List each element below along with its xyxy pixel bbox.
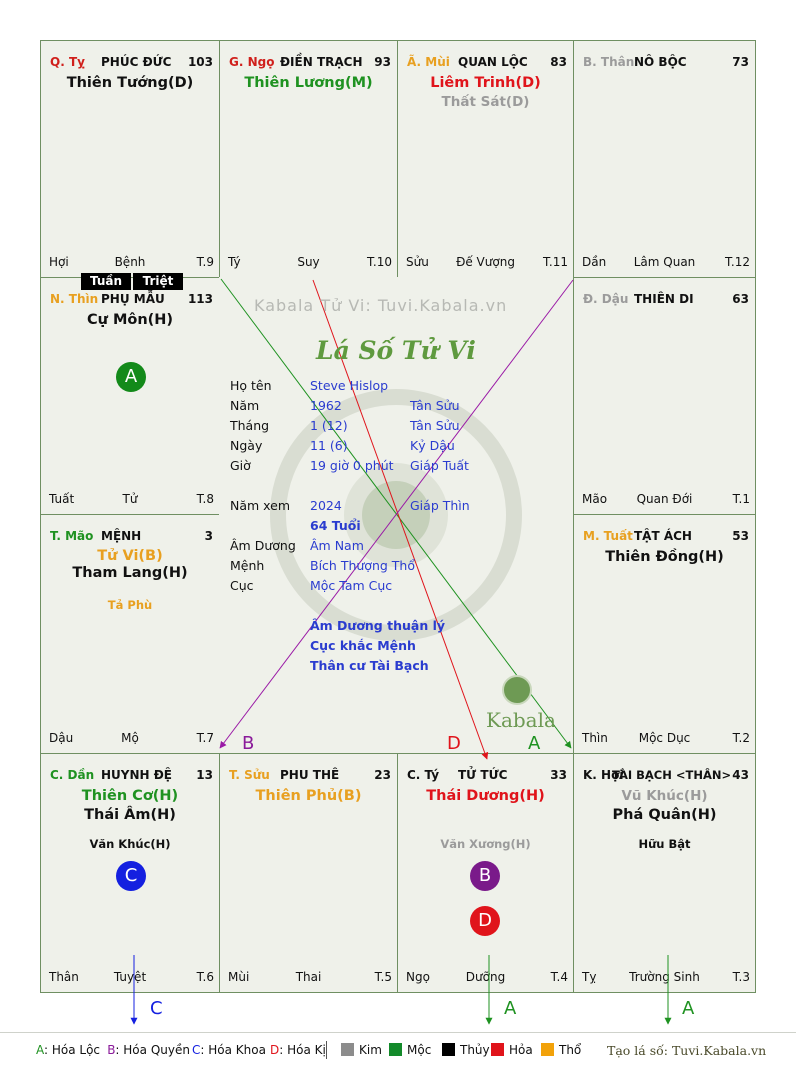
palace-name: PHÚC ĐỨC — [101, 55, 172, 69]
palace-can-chi: G. Ngọ — [229, 55, 275, 69]
minor-star: Văn Khúc(H) — [89, 837, 171, 851]
palace-number: 73 — [732, 55, 749, 69]
life-stage: Mộc Dục — [638, 731, 691, 745]
legend-hoa: C: Hóa Khoa — [192, 1043, 266, 1057]
info-label: Họ tên — [230, 378, 272, 393]
age-range: T.2 — [732, 731, 750, 745]
info-label: Năm — [230, 398, 260, 413]
branch-label: Tuất — [49, 492, 75, 506]
palace-can-chi: Ã. Mùi — [407, 55, 450, 69]
major-star: Thiên Lương(M) — [244, 75, 373, 91]
age-range: T.5 — [374, 970, 392, 984]
legend-hoa: B: Hóa Quyền — [107, 1043, 190, 1057]
major-star: Thái Âm(H) — [84, 807, 176, 823]
minor-star: Văn Xương(H) — [440, 837, 531, 851]
palace-can-chi: B. Thân — [583, 55, 635, 69]
tuan-marker: Tuần — [81, 273, 131, 290]
life-stage: Đế Vượng — [456, 255, 515, 269]
branch-label: Thân — [49, 970, 79, 984]
palace-name: ĐIỀN TRẠCH — [280, 55, 363, 69]
watermark-text: Kabala Tử Vi: Tuvi.Kabala.vn — [254, 296, 508, 315]
palace-can-chi: N. Thìn — [50, 292, 99, 306]
legend-element: Mộc — [389, 1043, 431, 1057]
major-star: Thất Sát(D) — [441, 94, 530, 110]
info-value: Mộc Tam Cục — [310, 578, 393, 593]
palace-name: THIÊN DI — [634, 292, 694, 306]
branch-label: Tỵ — [582, 970, 597, 984]
age-range: T.6 — [196, 970, 214, 984]
palace-number: 33 — [550, 768, 567, 782]
info-label: Tháng — [230, 418, 270, 433]
palace-name: PHỤ MẪU — [101, 292, 165, 306]
legend-hoa: D: Hóa Kị — [270, 1043, 326, 1057]
minor-star: Hữu Bật — [638, 837, 691, 851]
age-range: T.1 — [732, 492, 750, 506]
palace-number: 43 — [732, 768, 749, 782]
palace-name: NÔ BỘC — [634, 55, 687, 69]
info-value: 11 (6) — [310, 438, 348, 453]
palace-name: MỆNH — [101, 529, 142, 543]
hoa-badge: D — [470, 906, 500, 936]
info-value: 2024 — [310, 498, 342, 513]
chart-note: Cục khắc Mệnh — [310, 638, 416, 653]
info-can-chi: Giáp Tuất — [410, 458, 469, 473]
branch-label: Dần — [582, 255, 607, 269]
major-star: Thiên Đồng(H) — [605, 549, 724, 565]
info-value: Âm Nam — [310, 538, 364, 553]
palace-number: 93 — [374, 55, 391, 69]
palace-number: 23 — [374, 768, 391, 782]
palace-number: 63 — [732, 292, 749, 306]
arrow-label: A — [682, 998, 695, 1019]
palace-name: TẬT ÁCH — [634, 529, 692, 543]
life-stage: Dưỡng — [465, 970, 506, 984]
info-value: 19 giờ 0 phút — [310, 458, 394, 473]
info-label: Ngày — [230, 438, 263, 453]
age-range: T.10 — [367, 255, 392, 269]
legend-divider — [326, 1041, 327, 1059]
major-star: Thiên Phủ(B) — [255, 788, 362, 804]
info-label: Năm xem — [230, 498, 291, 513]
hoa-badge: A — [116, 362, 146, 392]
palace-can-chi: M. Tuất — [583, 529, 633, 543]
branch-label: Dậu — [49, 731, 74, 745]
arrow-label: A — [528, 733, 541, 754]
life-stage: Trường Sinh — [629, 970, 700, 984]
age-label: 64 Tuổi — [310, 518, 361, 533]
palace-number: 103 — [187, 55, 213, 69]
palace-number: 3 — [204, 529, 213, 543]
age-range: T.4 — [550, 970, 568, 984]
major-star: Vũ Khúc(H) — [621, 788, 708, 804]
age-range: T.11 — [543, 255, 568, 269]
legend-hoa: A: Hóa Lộc — [36, 1043, 101, 1057]
legend-element: Thổ — [541, 1043, 581, 1057]
legend-element: Thủy — [442, 1043, 490, 1057]
arrow-label: D — [447, 733, 461, 754]
legend-element: Hỏa — [491, 1043, 533, 1057]
branch-label: Thìn — [582, 731, 608, 745]
info-can-chi: Tân Sửu — [410, 398, 460, 413]
palace-name: HUYNH ĐỆ — [101, 768, 172, 782]
palace-can-chi: Q. Tỵ — [50, 55, 85, 69]
branch-label: Ngọ — [406, 970, 430, 984]
major-star: Phá Quân(H) — [612, 807, 717, 823]
palace-can-chi: T. Sửu — [229, 768, 270, 782]
palace-number: 83 — [550, 55, 567, 69]
arrow-label: A — [504, 998, 517, 1019]
palace-number: 53 — [732, 529, 749, 543]
life-stage: Tử — [122, 492, 138, 506]
major-star: Tử Vi(B) — [97, 548, 163, 564]
info-label: Âm Dương — [230, 538, 296, 553]
major-star: Tham Lang(H) — [72, 565, 188, 581]
hoa-badge: C — [116, 861, 146, 891]
triet-marker: Triệt — [133, 273, 183, 290]
kabala-logo-text: Kabala — [486, 708, 556, 732]
arrow-label: B — [242, 733, 255, 754]
info-label: Cục — [230, 578, 254, 593]
legend-element: Kim — [341, 1043, 382, 1057]
palace-can-chi: T. Mão — [50, 529, 94, 543]
info-can-chi: Kỷ Dậu — [410, 438, 455, 453]
age-range: T.12 — [725, 255, 750, 269]
palace-can-chi: C. Tý — [407, 768, 440, 782]
life-stage: Lâm Quan — [633, 255, 696, 269]
life-stage: Thai — [295, 970, 322, 984]
branch-label: Sửu — [406, 255, 429, 269]
branch-label: Mão — [582, 492, 608, 506]
info-value: Bích Thượng Thổ — [310, 558, 415, 573]
branch-label: Mùi — [228, 970, 250, 984]
major-star: Liêm Trinh(D) — [430, 75, 541, 91]
minor-star: Tả Phù — [107, 598, 153, 612]
palace-number: 113 — [187, 292, 213, 306]
life-stage: Tuyệt — [113, 970, 147, 984]
info-value: 1 (12) — [310, 418, 348, 433]
age-range: T.8 — [196, 492, 214, 506]
life-stage: Quan Đới — [636, 492, 693, 506]
legend-separator — [0, 1032, 796, 1033]
palace-can-chi: Đ. Dậu — [583, 292, 629, 306]
arrow-label: C — [150, 998, 163, 1019]
major-star: Thiên Tướng(D) — [66, 75, 194, 91]
info-can-chi: Giáp Thìn — [410, 498, 470, 513]
palace-name: TỬ TỨC — [458, 768, 508, 782]
info-value: 1962 — [310, 398, 342, 413]
legend-site: Tạo lá số: Tuvi.Kabala.vn — [607, 1043, 767, 1058]
palace-can-chi: C. Dần — [50, 768, 95, 782]
palace-can-chi: K. Hợi — [583, 768, 624, 782]
age-range: T.7 — [196, 731, 214, 745]
chart-note: Âm Dương thuận lý — [310, 618, 446, 633]
info-can-chi: Tân Sửu — [410, 418, 460, 433]
major-star: Thái Dương(H) — [426, 788, 545, 804]
info-label: Mệnh — [230, 558, 265, 573]
palace-name: QUAN LỘC — [458, 55, 528, 69]
chart-note: Thân cư Tài Bạch — [310, 658, 429, 673]
palace-name: TÀI BẠCH <THÂN> — [612, 768, 732, 782]
center-title: Lá Số Tử Vi — [316, 336, 476, 365]
kabala-logo-icon — [502, 675, 532, 705]
major-star: Thiên Cơ(H) — [81, 788, 179, 804]
branch-label: Hợi — [49, 255, 69, 269]
life-stage: Mộ — [121, 731, 139, 745]
branch-label: Tý — [228, 255, 241, 269]
palace-number: 13 — [196, 768, 213, 782]
life-stage: Suy — [297, 255, 320, 269]
major-star: Cự Môn(H) — [86, 312, 174, 328]
hoa-badge: B — [470, 861, 500, 891]
info-value: Steve Hislop — [310, 378, 389, 393]
age-range: T.9 — [196, 255, 214, 269]
palace-name: PHU THÊ — [280, 768, 340, 782]
info-label: Giờ — [230, 458, 251, 473]
life-stage: Bệnh — [114, 255, 146, 269]
age-range: T.3 — [732, 970, 750, 984]
